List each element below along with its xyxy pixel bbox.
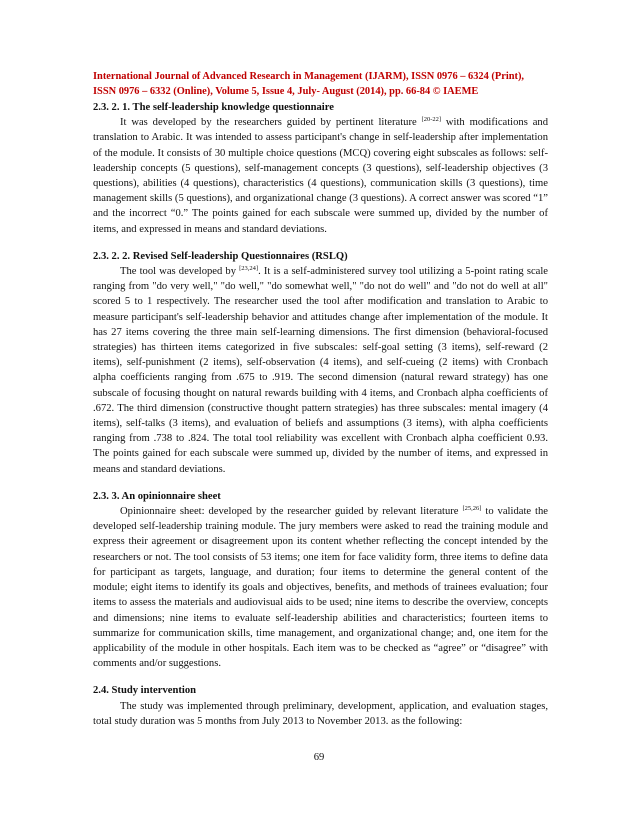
paragraph-text: to validate the developed self-leadership training module. The jury members were asked to read the training module and express their agreement or disagreement upon its content whether reflecting the concept intended by the researchers or not. The tool consists of 53 items; one item for face validity form, three items to define data for participant as targets, language, and duration; four items to determine the general content of the module; eight items to identify its goals and objectives, benefits, and methods of trainees evaluation; four items to assess the materials and audiovisual aids to be used; nine items to describe the overview, concepts and dimensions; nine items to evaluate self-leadership abilities and characteristics; fourteen items to summarize for communication skills, time management, and organizational change; and, one item for the applicability of the module in other hospitals. Each item was to be checked as “agree” or “disagree” with comments and/or suggestions. (93, 506, 548, 670)
citation: [25,26] (462, 505, 482, 513)
page-number: 69 (313, 752, 325, 763)
journal-header-line-1: International Journal of Advanced Research in Management (IJARM), ISSN 0976 – 6324 (Print), (93, 71, 525, 82)
section-heading: 2.3. 2. 1. The self-leadership knowledge questionnaire (93, 102, 334, 113)
section-paragraph (93, 504, 548, 671)
paragraph-text: . It is a self-administered survey tool utilizing a 5-point rating scale ranging from "do very well," "do well," "do somewhat well," "do not do well" and "do not do well at all" scored 5 to 1 respectively. The researcher used the tool after modification and translation to Arabic to measure participant's self-leadership behavior and attitudes change after implementation of the module. It has 27 items covering the three main self-learning dimensions. The first dimension (behavioral-focused strategies) has thirteen items categorized in five subscales: self-goal setting (3 items), self-reward (2 items), self-punishment (2 items), self-observation (4 items), and self-cueing (2 items) with Cronbach alpha coefficients ranging from .675 to .919. The second dimension (natural reward strategy) has one subscale of focusing thought on natural rewards building with 4 items, and Cronbach alpha coefficients of .672. The third dimension (constructive thought pattern strategies) has three subscales: mental imagery (4 items), self-talks (3 items), and evaluation of beliefs and assumptions (3 items), with alpha coefficients ranging from .738 to .824. The total tool reliability was excellent with Cronbach alpha coefficient 0.93. The points gained for each subscale were summed up, divided by the number of items, and expressed in means and standard deviations. (93, 266, 548, 475)
citation: [20-22] (421, 116, 442, 124)
section-heading: 2.4. Study intervention (93, 685, 197, 697)
journal-header (93, 69, 548, 99)
section-knowledge-questionnaire (93, 100, 548, 237)
section-heading: 2.3. 3. An opinionnaire sheet (93, 490, 221, 502)
section-study-intervention (93, 683, 548, 729)
section-paragraph (93, 264, 548, 477)
paragraph-text: It was developed by the researchers guided by pertinent literature (120, 117, 422, 129)
journal-header-line-2: ISSN 0976 – 6332 (Online), Volume 5, Issue 4, July- August (2014), pp. 66-84 © IAEME (93, 86, 479, 97)
section-heading: 2.3. 2. 2. Revised Self-leadership Questionnaires (RSLQ) (93, 250, 348, 262)
article-body (93, 100, 548, 741)
paragraph-text: with modifications and translation to Arabic. It was intended to assess participant's change in self-leadership after implementation of the module. It consists of 30 multiple choice questions (MCQ) covering eight subscales as follows: self-leadership concepts (5 questions), self-management concepts (3 questions), self-leadership objectives (3 questions), abilities (4 questions), characteristics (4 questions), communication skills (3 questions), time management skills (5 questions), and organizational change (3 questions). A correct answer was scored “1” and the incorrect “0.” The points gained for each subscale were summed up, divided by the number of items, and expressed in means and standard deviations. (93, 117, 548, 235)
section-rslq (93, 249, 548, 477)
section-paragraph (93, 115, 548, 237)
citation: [23,24] (239, 265, 259, 273)
section-paragraph: The study was implemented through preliminary, development, application, and evaluation stages, total study duration was 5 months from July 2013 to November 2013. as the following: (93, 700, 548, 727)
paragraph-text: The tool was developed by (120, 266, 240, 278)
paragraph-text: Opinionnaire sheet: developed by the researcher guided by relevant literature (120, 506, 463, 518)
section-opinionnaire (93, 489, 548, 671)
